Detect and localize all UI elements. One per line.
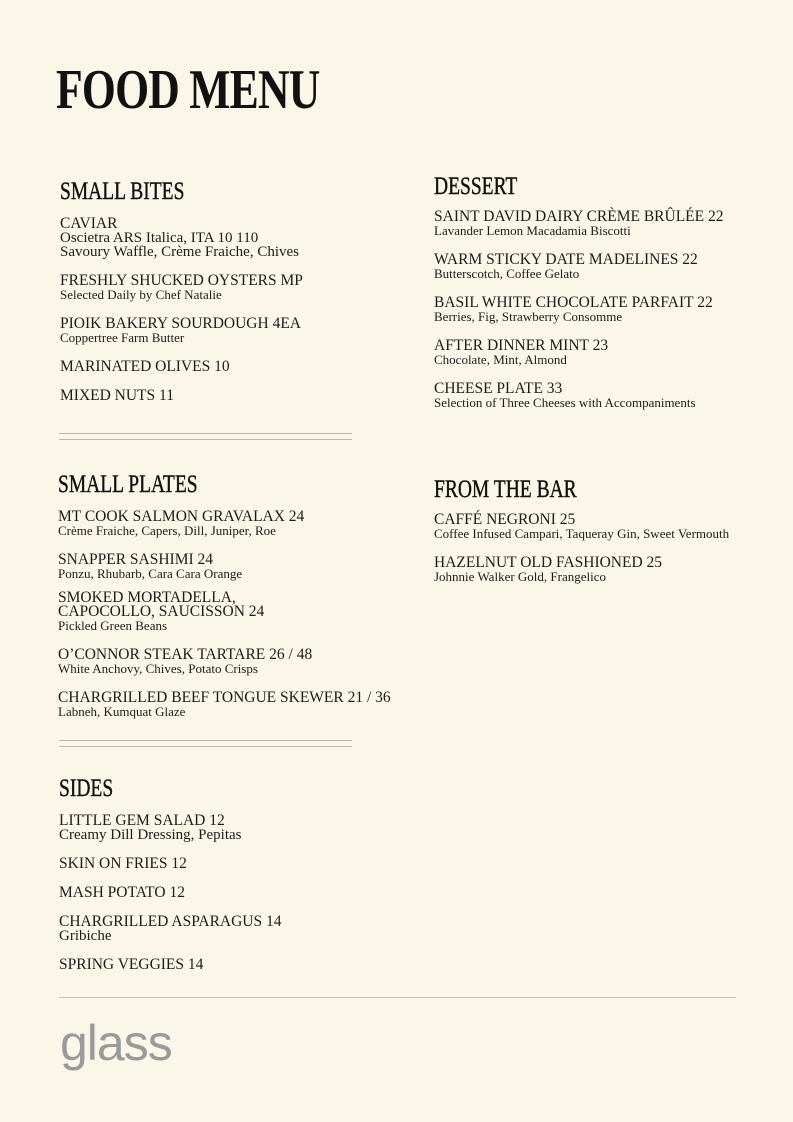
item-desc: White Anchovy, Chives, Potato Crisps	[58, 661, 258, 676]
item-desc: Chocolate, Mint, Almond	[434, 352, 567, 367]
item-name: CAPOCOLLO, SAUCISSON 24	[58, 603, 265, 620]
menu-item	[60, 317, 303, 345]
menu-item	[59, 958, 282, 972]
footer-divider	[59, 997, 736, 998]
item-name: MIXED NUTS 11	[60, 387, 174, 404]
menu-item	[434, 339, 724, 367]
menu-item	[434, 296, 724, 324]
menu-item	[58, 648, 391, 676]
section-divider	[59, 433, 352, 440]
section-dessert	[434, 174, 724, 410]
section-heading: FROM THE BAR	[434, 476, 577, 503]
item-desc: Labneh, Kumquat Glaze	[58, 704, 186, 719]
menu-item	[434, 253, 724, 281]
section-heading: SMALL PLATES	[58, 471, 198, 498]
menu-item	[434, 513, 729, 541]
item-desc: Pickled Green Beans	[58, 618, 168, 633]
menu-item	[60, 217, 303, 259]
menu-item	[434, 556, 729, 584]
section-from-the-bar	[434, 477, 729, 584]
item-name: SMOKED MORTADELLA,	[58, 589, 236, 606]
menu-title: FOOD MENU	[56, 59, 320, 121]
item-desc: Johnnie Walker Gold, Frangelico	[434, 569, 607, 584]
item-name: FRESHLY SHUCKED OYSTERS MP	[60, 272, 303, 289]
item-desc: Lavander Lemon Macadamia Biscotti	[434, 223, 631, 238]
item-name: MARINATED OLIVES 10	[60, 358, 230, 375]
menu-item	[58, 553, 391, 581]
menu-item	[59, 886, 282, 900]
section-sides	[59, 776, 282, 972]
item-name: SAINT DAVID DAIRY CRÈME BRÛLÉE 22	[434, 208, 724, 225]
item-name: CAVIAR	[60, 215, 118, 232]
menu-item	[59, 814, 282, 842]
item-desc: Berries, Fig, Strawberry Consomme	[434, 309, 623, 324]
section-heading: DESSERT	[434, 173, 518, 200]
item-name: WARM STICKY DATE MADELINES 22	[434, 251, 698, 268]
item-name: LITTLE GEM SALAD 12	[59, 812, 225, 829]
menu-item	[434, 210, 724, 238]
item-desc: Ponzu, Rhubarb, Cara Cara Orange	[58, 566, 243, 581]
menu-item	[60, 389, 303, 403]
menu-item	[60, 274, 303, 302]
section-heading: SMALL BITES	[60, 178, 185, 205]
item-desc: Coppertree Farm Butter	[60, 330, 185, 345]
menu-item	[59, 857, 282, 871]
item-desc: Creamy Dill Dressing, Pepitas	[59, 827, 242, 843]
menu-item	[59, 915, 282, 943]
item-name: AFTER DINNER MINT 23	[434, 337, 609, 354]
item-desc: Crème Fraiche, Capers, Dill, Juniper, Roe	[58, 523, 276, 538]
item-name: MT COOK SALMON GRAVALAX 24	[58, 508, 305, 525]
item-name: SNAPPER SASHIMI 24	[58, 551, 214, 568]
item-desc: Coffee Infused Campari, Taqueray Gin, Sweet Vermouth	[434, 526, 730, 541]
menu-item	[434, 382, 724, 410]
glass-logo: glass	[60, 1015, 172, 1071]
section-small-bites	[60, 179, 303, 403]
menu-item	[58, 691, 391, 719]
item-name: MASH POTATO 12	[59, 884, 185, 901]
item-name: CHARGRILLED ASPARAGUS 14	[59, 913, 282, 930]
item-name: SKIN ON FRIES 12	[59, 855, 187, 872]
item-name: SPRING VEGGIES 14	[59, 956, 204, 973]
menu-item	[60, 360, 303, 374]
item-name: HAZELNUT OLD FASHIONED 25	[434, 554, 663, 571]
item-desc: Selection of Three Cheeses with Accompaniments	[434, 395, 696, 410]
item-desc: Butterscotch, Coffee Gelato	[434, 266, 580, 281]
item-desc: Selected Daily by Chef Natalie	[60, 287, 222, 302]
item-desc: Savoury Waffle, Crème Fraiche, Chives	[60, 244, 300, 260]
item-name: CHEESE PLATE 33	[434, 380, 563, 397]
menu-item	[58, 591, 391, 633]
section-small-plates	[58, 472, 391, 719]
item-name: O’CONNOR STEAK TARTARE 26 / 48	[58, 646, 313, 663]
section-divider	[59, 740, 352, 747]
menu-item	[58, 510, 391, 538]
section-heading: SIDES	[59, 775, 114, 802]
item-name: PIOIK BAKERY SOURDOUGH 4EA	[60, 315, 301, 332]
item-name: BASIL WHITE CHOCOLATE PARFAIT 22	[434, 294, 713, 311]
item-name: CAFFÉ NEGRONI 25	[434, 511, 576, 528]
item-name: CHARGRILLED BEEF TONGUE SKEWER 21 / 36	[58, 689, 391, 706]
item-desc: Gribiche	[59, 928, 112, 944]
item-desc: Oscietra ARS Italica, ITA 10 110	[60, 230, 259, 246]
